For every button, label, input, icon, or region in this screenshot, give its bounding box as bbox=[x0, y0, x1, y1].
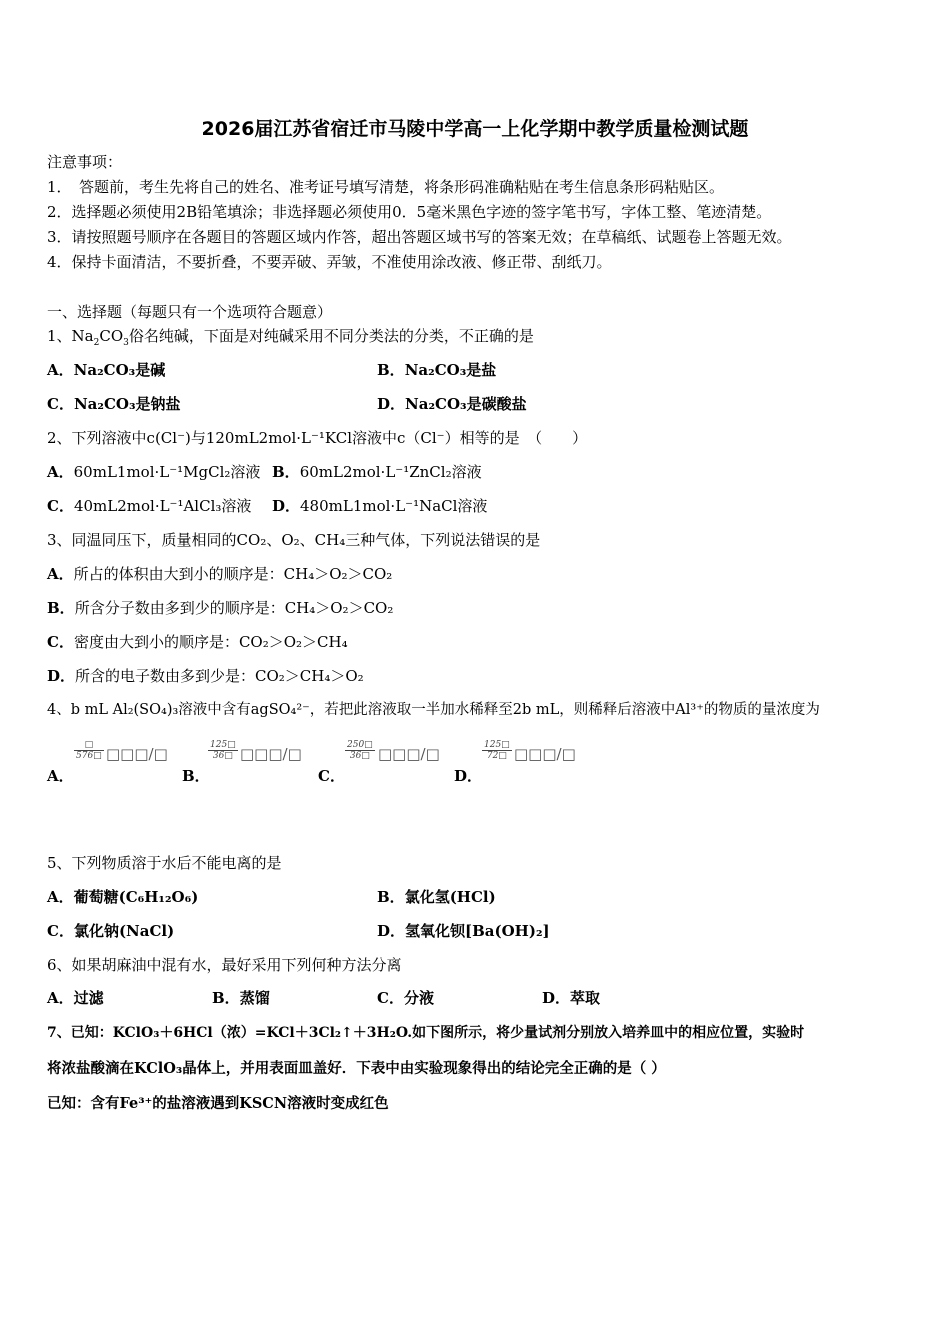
question-7-note: 已知：含有Fe³⁺的盐溶液遇到KSCN溶液时变成红色 bbox=[47, 1095, 389, 1112]
question-2-option-b[interactable]: B．60mL2mol·L⁻¹ZnCl₂溶液 bbox=[272, 463, 482, 481]
question-7-stem-line-2: 将浓盐酸滴在KClO₃晶体上，并用表面皿盖好．下表中由实验现象得出的结论完全正确的是（ ） bbox=[47, 1060, 666, 1077]
question-6-option-c[interactable]: C．分液 bbox=[377, 989, 434, 1007]
question-3-stem: 3、同温同压下，质量相同的CO₂、O₂、CH₄三种气体，下列说法错误的是 bbox=[47, 531, 541, 549]
question-6-stem: 6、如果胡麻油中混有水，最好采用下列何种方法分离 bbox=[47, 956, 402, 974]
question-3-option-b[interactable]: B．所含分子数由多到少的顺序是：CH₄＞O₂＞CO₂ bbox=[47, 599, 394, 617]
question-5-option-a[interactable]: A．葡萄糖(C₆H₁₂O₆) bbox=[47, 888, 199, 906]
question-3-option-a[interactable]: A．所占的体积由大到小的顺序是：CH₄＞O₂＞CO₂ bbox=[47, 565, 393, 583]
question-4-option-c-label[interactable]: C． bbox=[318, 767, 345, 785]
question-6-option-a[interactable]: A．过滤 bbox=[47, 989, 104, 1007]
question-4-option-d-fraction: $\frac{125□}{72□}$ bbox=[484, 740, 510, 761]
question-1-option-d[interactable]: D．Na₂CO₃是碳酸盐 bbox=[377, 395, 527, 413]
question-4-option-a-fraction: □ 576□ bbox=[76, 740, 102, 761]
question-4-stem: 4、b mL Al₂(SO₄)₃溶液中含有agSO₄²⁻，若把此溶液取一半加水稀释至2b mL，则稀释后溶液中Al³⁺的物质的量浓度为 bbox=[47, 702, 820, 718]
section-heading: 一、选择题（每题只有一个选项符合题意） bbox=[47, 303, 333, 321]
question-4-option-b-label[interactable]: B． bbox=[182, 767, 210, 785]
question-2-option-c[interactable]: C．40mL2mol·L⁻¹AlCl₃溶液 bbox=[47, 497, 252, 515]
notice-item-1: 1． 答题前，考生先将自己的姓名、准考证号填写清楚，将条形码准确粘贴在考生信息条形码粘贴区。 bbox=[47, 178, 725, 196]
question-4-option-a-unit: □□□/□ bbox=[106, 745, 168, 763]
notice-item-2: 2．选择题必须使用2B铅笔填涂；非选择题必须使用0．5毫米黑色字迹的签字笔书写，字体工整、笔迹清楚。 bbox=[47, 203, 772, 221]
question-4-option-c-fraction: $\frac{250□}{36□}$ bbox=[347, 740, 373, 761]
question-6-option-b[interactable]: B．蒸馏 bbox=[212, 989, 270, 1007]
question-1-option-a[interactable]: A．Na₂CO₃是碱 bbox=[47, 361, 166, 379]
question-4-option-b-fraction: $\frac{125□}{36□}$ bbox=[210, 740, 236, 761]
page-title: 2026届江苏省宿迁市马陵中学高一上化学期中教学质量检测试题 bbox=[201, 118, 749, 140]
notice-item-4: 4．保持卡面清洁，不要折叠，不要弄破、弄皱，不准使用涂改液、修正带、刮纸刀。 bbox=[47, 253, 612, 271]
question-4-option-b-unit: □□□/□ bbox=[240, 745, 302, 763]
question-3-option-c[interactable]: C．密度由大到小的顺序是：CO₂＞O₂＞CH₄ bbox=[47, 633, 348, 651]
question-4-option-d-unit: □□□/□ bbox=[514, 745, 576, 763]
question-2-option-a[interactable]: A．60mL1mol·L⁻¹MgCl₂溶液 bbox=[47, 463, 261, 481]
notice-heading: 注意事项： bbox=[47, 153, 123, 171]
question-7-stem-line-1: 7、已知：KClO₃＋6HCl（浓）=KCl＋3Cl₂↑＋3H₂O.如下图所示，将少量试剂分别放入培养皿中的相应位置，实验时 bbox=[47, 1025, 805, 1041]
question-3-option-d[interactable]: D．所含的电子数由多到少是：CO₂＞CH₄＞O₂ bbox=[47, 667, 364, 685]
question-6-option-d[interactable]: D．萃取 bbox=[542, 989, 601, 1007]
question-4-option-c-unit: □□□/□ bbox=[378, 745, 440, 763]
question-5-option-b[interactable]: B．氯化氢(HCl) bbox=[377, 888, 496, 906]
question-5-stem: 5、下列物质溶于水后不能电离的是 bbox=[47, 854, 282, 872]
question-4-option-a-label[interactable]: A． bbox=[47, 767, 74, 785]
question-1-option-c[interactable]: C．Na₂CO₃是钠盐 bbox=[47, 395, 181, 413]
question-2-stem: 2、下列溶液中c(Cl⁻)与120mL2mol·L⁻¹KCl溶液中c（Cl⁻）相等的是 （ ） bbox=[47, 429, 588, 447]
question-5-option-d[interactable]: D．氢氧化钡[Ba(OH)₂] bbox=[377, 922, 550, 940]
question-4-option-d-label[interactable]: D． bbox=[454, 767, 483, 785]
notice-item-3: 3．请按照题号顺序在各题目的答题区域内作答，超出答题区域书写的答案无效；在草稿纸、试题卷上答题无效。 bbox=[47, 228, 792, 246]
question-1-option-b[interactable]: B．Na₂CO₃是盐 bbox=[377, 361, 497, 379]
question-5-option-c[interactable]: C．氯化钠(NaCl) bbox=[47, 922, 175, 940]
question-1-stem: 1、$Na_2CO_3$俗名纯碱，下面是对纯碱采用不同分类法的分类，不正确的是 bbox=[47, 327, 534, 348]
question-2-option-d[interactable]: D．480mL1mol·L⁻¹NaCl溶液 bbox=[272, 497, 488, 515]
